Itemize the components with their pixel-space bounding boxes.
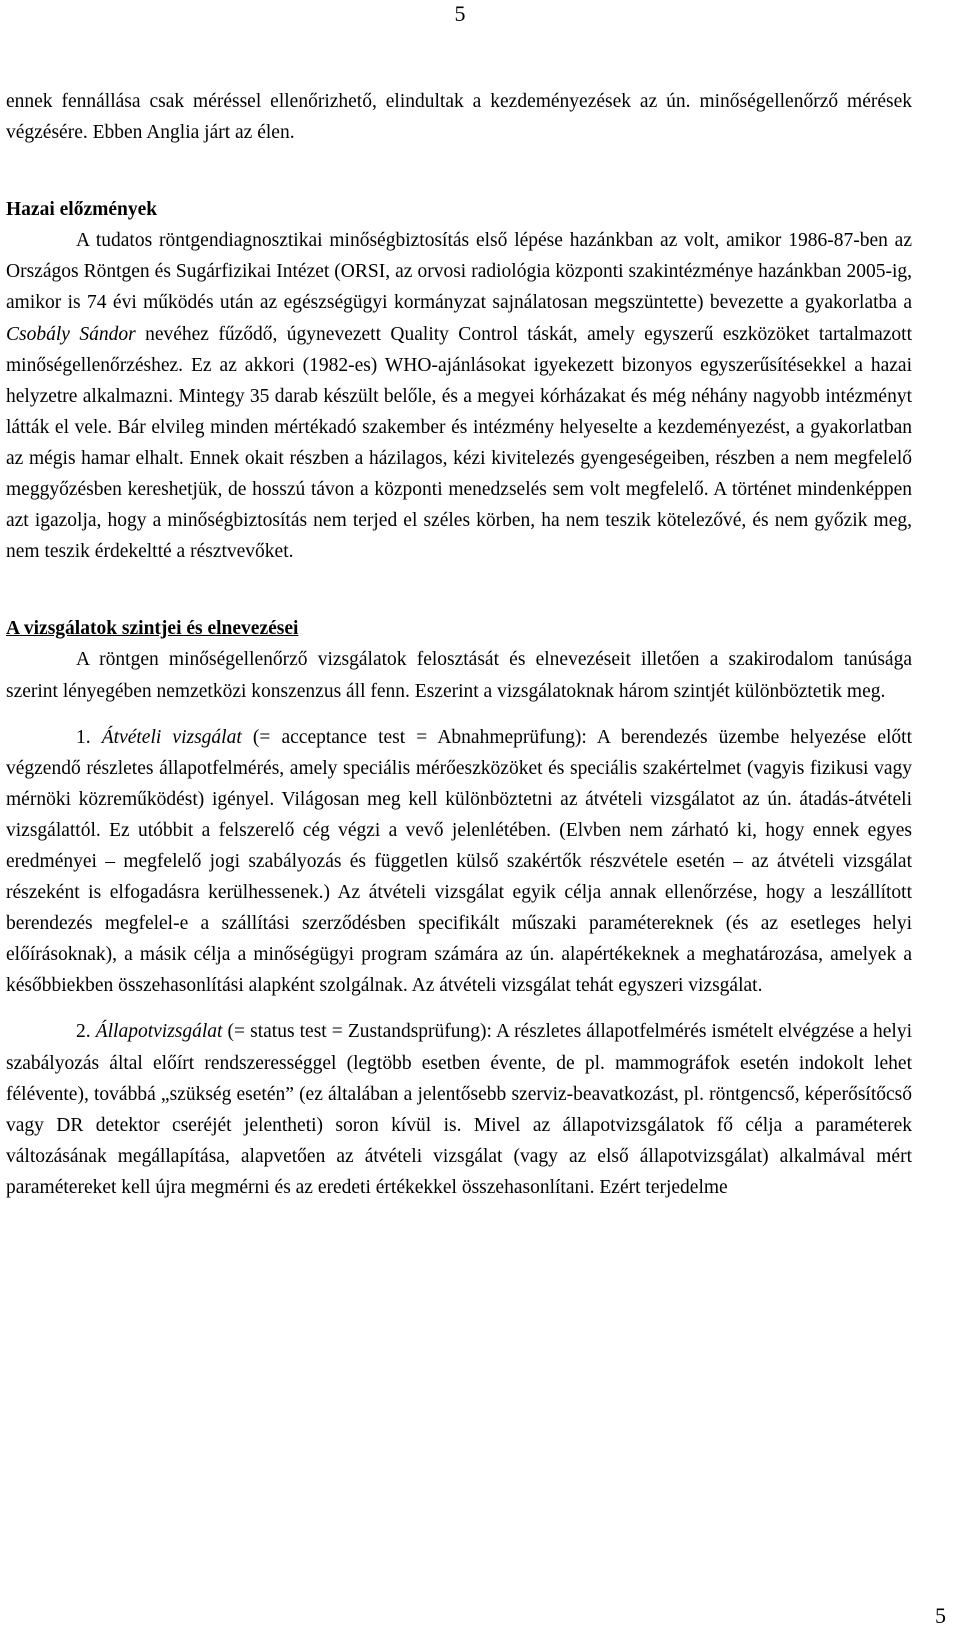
spacer xyxy=(6,707,912,722)
section-paragraph-hazai xyxy=(6,225,912,567)
person-name: Csobály Sándor xyxy=(6,323,136,345)
list-item-allapot xyxy=(6,1016,912,1203)
list-item-atveteli xyxy=(6,722,912,1002)
section-heading-hazai: Hazai előzmények xyxy=(6,199,158,221)
term-atveteli: Átvételi vizsgálat xyxy=(101,726,242,748)
list-item-text: (= status test = Zustandsprüfung): A részletes állapotfelmérés ismételt elvégzése a helyi szabályozás által előírt rendszerességgel (legtöbb esetben évente, de pl. mammográfok esetén indokolt lehet félévente), továbbá „szükség esetén” (ez általában a jelentősebb szerviz-beavatkozást, pl. röntgencső, képerősítőcső vagy DR detektor cseréjét jelentheti) soron kívül is. Mivel az állapotvizsgálatok fő célja a paraméterek változásának megállapítása, alapvetően az átvételi vizsgálat (vagy az első állapotvizsgálat) alkalmával mért paramétereket kell újra megmérni és az eredeti értékekkel összehasonlítani. Ezért terjedelme xyxy=(6,1021,912,1198)
paragraph-text: nevéhez fűződő, úgynevezett Quality Control táskát, amely egyszerű eszközöket tartalmazott minőségellenőrzéshez. Ez az akkori (1982-es) WHO-ajánlásokat igyekezett bizonyos egyszerűsítésekkel a hazai helyzetre alkalmazni. Mintegy 35 darab készült belőle, és a megyei kórházakat és még néhány nagyobb intézményt látták el vele. Bár elvileg minden mértékadó szakember és intézmény helyeselte a kezdeményezést, a gyakorlatban az mégis hamar elhalt. Ennek okait részben a házilagos, kézi kivitelezés gyengeségeiben, részben a nem megfelelő meggyőzésben kereshetjük, de hosszú távon a központi menedzselés sem volt megfelelő. A történet mindenképpen azt igazolja, hogy a minőségbiztosítás nem terjed el széles körben, ha nem teszik kötelezővé, és nem győzik meg, nem teszik érdekeltté a résztvevőket. xyxy=(6,323,912,563)
spacer xyxy=(6,567,912,613)
term-allapot: Állapotvizsgálat xyxy=(95,1021,223,1043)
document-body xyxy=(6,86,912,1203)
list-number: 2. xyxy=(76,1021,96,1043)
section-heading-szintjei: A vizsgálatok szintjei és elnevezései xyxy=(6,618,299,640)
list-item-text: (= acceptance test = Abnahmeprüfung): A berendezés üzembe helyezése előtt végzendő részletes állapotfelmérés, amely speciális mérőeszközöket és speciális szakértelmet (vagyis fizikusi vagy mérnöki közreműködést) igényel. Világosan meg kell különböztetni az átvételi vizsgálatot az ún. átadás-átvételi vizsgálattól. Ez utóbbit a felszerelő cég végzi a vevő jelenlétében. (Elvben nem zárható ki, hogy ennek egyes eredményei – megfelelő jogi szabályozás és független külső szakértők részvétele esetén – az átvételi vizsgálat részeként is elfogadásra kerülhessenek.) Az átvételi vizsgálat egyik célja annak ellenőrzése, hogy a leszállított berendezés megfelel-e a szállítási szerződésben specifikált műszaki paramétereknek (és az esetleges helyi előírásoknak), a másik célja a minőségügyi program számára az ún. alapértékeknek a meghatározása, amelyek a későbbiekben összehasonlítási alapként szolgálnak. Az átvételi vizsgálat tehát egyszeri vizsgálat. xyxy=(6,726,912,997)
paragraph-text: A tudatos röntgendiagnosztikai minőségbiztosítás első lépése hazánkban az volt, amikor 1986-87-ben az Országos Röntgen és Sugárfizikai Intézet (ORSI, az orvosi radiológia központi szakintézménye hazánkban 2005-ig, amikor is 74 évi működés után az egészségügyi kormányzat sajnálatosan megszüntette) bevezette a gyakorlatba a xyxy=(6,230,912,314)
intro-paragraph: ennek fennállása csak méréssel ellenőrizhető, elindultak a kezdeményezések az ún. minőségellenőrző mérések végzésére. Ebben Anglia járt az élen. xyxy=(6,91,912,144)
list-number: 1. xyxy=(76,726,102,748)
section-paragraph-szintjei: A röntgen minőségellenőrző vizsgálatok felosztását és elnevezéseit illetően a szakirodalom tanúsága szerint lényegében nemzetközi konszenzus áll fenn. Eszerint a vizsgálatoknak három szintjét különböztetik meg. xyxy=(6,649,912,702)
spacer xyxy=(6,148,912,194)
spacer xyxy=(6,1001,912,1016)
page-number-bottom: 5 xyxy=(935,1603,946,1628)
page-number-top: 5 xyxy=(454,1,466,26)
